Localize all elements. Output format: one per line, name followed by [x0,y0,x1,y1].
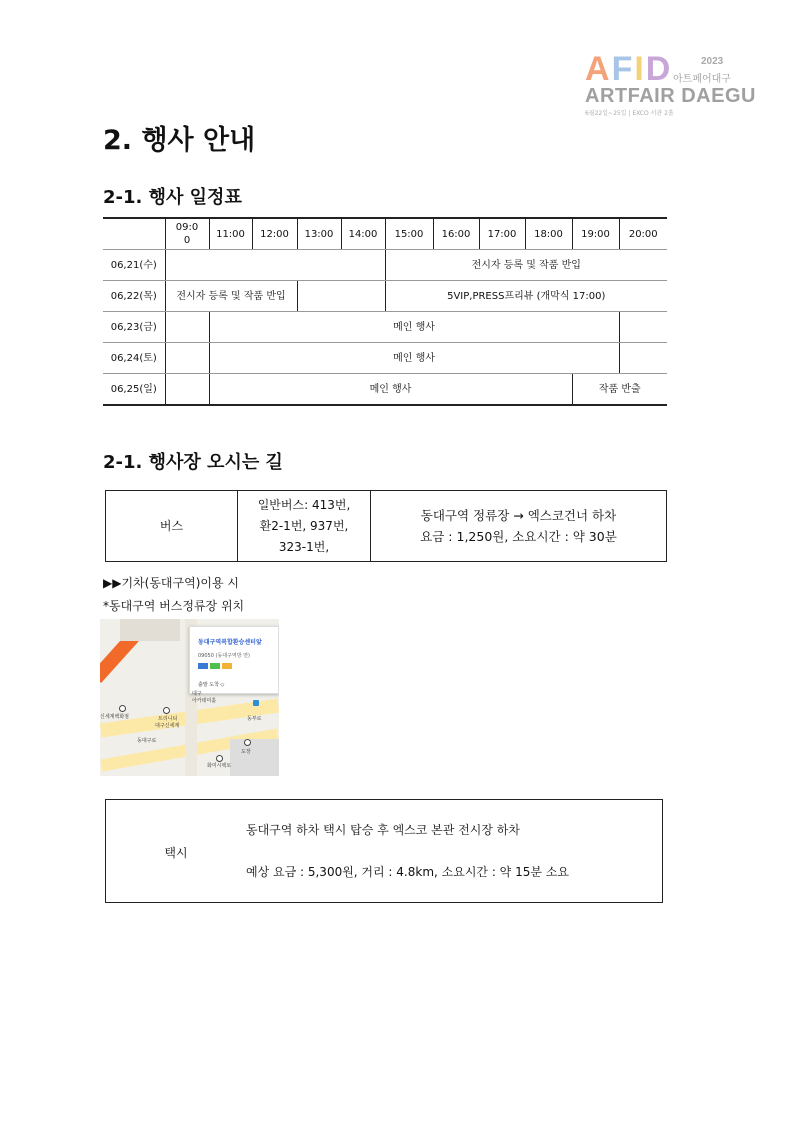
map-label: 대구신세계 [155,723,180,729]
date-cell: 06,21(수) [103,250,165,281]
time-header: 16:00 [433,218,479,250]
time-header: 12:00 [252,218,297,250]
date-cell: 06,25(일) [103,374,165,406]
taxi-route: 동대구역 하차 택시 탑승 후 엑스코 본관 전시장 하차 [246,823,520,837]
map-label: 동부로 [247,716,262,722]
date-cell: 06,24(토) [103,343,165,374]
map-building [230,739,279,776]
schedule-heading: 2-1. 행사 일정표 [103,187,242,208]
logo-year: 2023 [701,56,724,67]
map-label: 신세계백화점 [100,714,129,720]
time-header: 18:00 [525,218,572,250]
logo-mark: AFID [585,50,673,88]
event-cell: 전시자 등록 및 작품 반입 [385,250,667,281]
event-cell: 메인 행사 [209,343,619,374]
bus-routes [238,491,371,562]
time-header: 15:00 [385,218,433,250]
empty-cell [165,250,385,281]
bus-stop-popup[interactable] [189,626,279,694]
time-header: 19:00 [572,218,619,250]
schedule-row [103,281,667,312]
map-label: 도장 [241,749,251,755]
bus-label: 버스 [106,491,238,562]
date-cell: 06,22(목) [103,281,165,312]
event-cell: 전시자 등록 및 작품 반입 [165,281,297,312]
poi-marker-icon [163,707,170,714]
stop-code: 09050 (동대구역방 면) [198,653,250,659]
train-note: ▶▶기차(동대구역)이용 시 [103,576,239,590]
empty-cell [165,374,209,406]
map-label: 동대구로 [137,738,157,744]
time-header: 13:00 [297,218,341,250]
logo-date: 6월22일~25일 | EXCO 서관 2홀 [585,110,674,117]
taxi-row [106,800,663,903]
route-chip [222,663,232,669]
bus-table [105,490,667,562]
poi-marker-icon [119,705,126,712]
map-label: 대구 [192,691,202,697]
corner-cell [103,218,165,250]
bus-route-line: 일반버스: 413번, [257,497,351,512]
map-building [120,619,180,641]
artfair-logo [585,50,756,117]
schedule-row [103,374,667,406]
bus-info [371,491,667,562]
event-cell: 메인 행사 [209,312,619,343]
time-header: 11:00 [209,218,252,250]
poi-marker-icon [244,739,251,746]
logo-name-en: ARTFAIR DAEGU [585,85,756,107]
page-title: 2. 행사 안내 [103,125,256,156]
bus-row [106,491,667,562]
schedule-row [103,343,667,374]
schedule-table [103,217,667,406]
taxi-info [246,800,663,903]
time-header: 20:00 [619,218,667,250]
bus-stop-map [100,619,279,776]
time-header: 14:00 [341,218,385,250]
directions-heading: 2-1. 행사장 오시는 길 [103,452,283,473]
time-header: 09:00 [165,218,209,250]
schedule-header-row [103,218,667,250]
map-label: 트리니티 [158,716,178,722]
taxi-fare: 예상 요금 : 5,300원, 거리 : 4.8km, 소요시간 : 약 15분 소요 [246,865,569,879]
schedule-row [103,250,667,281]
empty-cell [619,312,667,343]
empty-cell [619,343,667,374]
popup-actions[interactable]: 출발 도착 ◇ [198,682,225,688]
poi-marker-icon [216,755,223,762]
schedule-row [103,312,667,343]
event-cell: 작품 반출 [572,374,667,406]
taxi-label: 택시 [164,845,188,860]
bus-stop-icon [253,700,259,706]
bus-route-desc: 동대구역 정류장 → 엑스코건너 하차 [420,508,617,523]
event-cell: 메인 행사 [209,374,572,406]
route-chip [198,663,208,669]
route-chip [210,663,220,669]
bus-route-line: 323-1번, [278,539,330,554]
bus-fare: 요금 : 1,250원, 소요시간 : 약 30분 [420,529,617,544]
bus-stop-note: *동대구역 버스정류장 위치 [103,599,245,613]
logo-name-ko: 아트페어대구 [673,74,731,85]
stop-name: 동대구역복합환승센터앞 [198,639,262,646]
route-chips [198,663,234,669]
map-label: 아카데미홀 [192,698,217,704]
time-header: 17:00 [479,218,525,250]
bus-route-line: 환2-1번, 937번, [259,518,349,533]
empty-cell [297,281,385,312]
empty-cell [165,312,209,343]
map-label: 화미시펙토 [207,763,232,769]
taxi-table [105,799,663,903]
event-cell: 5VIP,PRESS프리뷰 (개막식 17:00) [385,281,667,312]
empty-cell [165,343,209,374]
date-cell: 06,23(금) [103,312,165,343]
